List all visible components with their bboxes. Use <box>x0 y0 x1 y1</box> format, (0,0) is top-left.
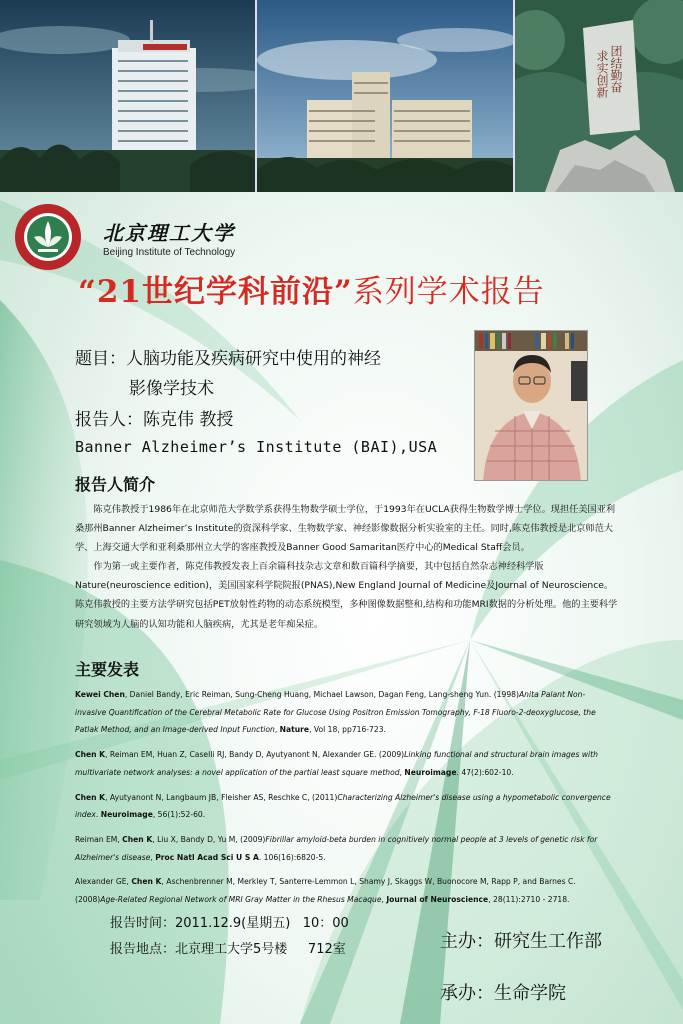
pub-lead-author: Chen K <box>131 877 162 887</box>
bio-paragraph: 陈克伟教授于1986年在北京师范大学数学系获得生物数学硕士学位，于1993年在UCLA获得生物数学博士学位。现担任美国亚利桑那州Banner Alzheimer’s Institute的资深科学家、生物数学家、神经影像数据分析实验室的主任。同时,陈克伟教授是北京师范大学、上海交通大学和亚利桑那州立大学的客座教授及Banner Good Samaritan医疗中心的Medical Staff会员。 <box>75 504 616 554</box>
lecture-series-title <box>78 266 638 311</box>
co-organizer: 承办：生命学院 <box>440 983 566 1004</box>
pub-first-author: Alexander GE, <box>75 877 132 887</box>
lecture-location: 报告地点：北京理工大学5号楼 712室 <box>110 942 346 957</box>
pub-journal: Neuroimage <box>404 767 457 777</box>
pub-first-author: Reiman EM, <box>75 834 123 844</box>
lecture-time: 报告时间：2011.12.9(星期五) 10：00 <box>110 916 349 931</box>
publication-item <box>75 746 615 781</box>
pub-authors: , Reiman EM, Huan Z, Caselli RJ, Bandy D, Ayutyanont N, Alexander GE. (2009) <box>105 750 405 760</box>
speaker-institute: Banner Alzheimer’s Institute (BAI),USA <box>75 438 438 456</box>
pub-title: Age-Related Regional Network of MRI Gray Matter in the Rhesus Macaque <box>100 895 382 905</box>
publication-item <box>75 686 615 739</box>
pub-sep: . <box>95 810 101 820</box>
pub-sep: , <box>274 725 280 735</box>
pub-volume: . 106(16):6820-5. <box>258 852 326 862</box>
pub-volume: , 28(11):2710 - 2718. <box>488 895 570 905</box>
pub-sep: , <box>381 895 387 905</box>
pub-title: Characterizing Alzheimer's disease using a hypometabolic convergence index <box>75 792 611 820</box>
publication-item <box>75 873 615 908</box>
publication-item <box>75 789 615 824</box>
pub-authors: , Aschenbrenner M, Merkley T, Santerre-Lemmon L, Shamy J, Skaggs W, Buonocore M, Rapp P, and Barnes C. (2008) <box>75 877 576 905</box>
pub-authors: , Liu X, Bandy D, Yu M, (2009) <box>152 834 266 844</box>
pub-journal: Neuroimage <box>100 810 153 820</box>
pub-volume: , 56(1):52-60. <box>152 810 206 820</box>
pub-volume: . 47(2):602-10. <box>456 767 514 777</box>
host-organizer: 主办：研究生工作部 <box>440 931 602 952</box>
publications-heading: 主要发表 <box>75 660 140 679</box>
pub-title: Linking functional and structural brain images with multivariate network analyses: a novel application of the partial least square method <box>75 750 598 777</box>
bio-paragraph: 作为第一或主要作者，陈克伟教授发表上百余篇科技杂志文章和数百篇科学摘要，其中包括自然杂志神经科学版Nature(neuroscience edition)，美国国家科学院院报(PNAS),New England Journal of Medicine及Journal of Neuroscience。陈克伟教授的主要方法学研究包括PET放射性药物的动态系统模型，多种图像数据整和,结构和功能MRI数据的分析处理。他的主要科学研究领域为人脑的认知功能和人脑疾病，尤其是老年痴呆症。 <box>75 561 618 630</box>
university-name-en: Beijing Institute of Technology <box>103 247 236 258</box>
pub-authors: , Ayutyanont N, Langbaum JB, Fleisher AS, Reschke C, (2011) <box>105 792 338 802</box>
speaker-name: 报告人：陈克伟 教授 <box>75 410 234 430</box>
pub-title: Anita Palant Non-invasive Quantification of the Cerebral Metabolic Rate for Glucose Using Positron Emission Tomography, F-18 Fluoro-2-deoxyglucose, the Patlak Method, and an Image-derived Input Function <box>75 690 596 735</box>
pub-lead-author: Chen K <box>122 834 153 844</box>
pub-sep: , <box>150 852 156 862</box>
pub-lead-author: Kewei Chen <box>75 690 125 699</box>
pub-volume: , Vol 18, pp716-723. <box>309 725 386 735</box>
bio-heading: 报告人简介 <box>75 475 156 494</box>
svg-text:团结勤奋: 团结勤奋 <box>609 45 623 93</box>
speaker-portrait <box>474 330 588 481</box>
pub-sep: , <box>399 767 405 777</box>
pub-journal: Journal of Neuroscience <box>386 895 489 905</box>
talk-topic-line1: 题目：人脑功能及疾病研究中使用的神经 <box>75 349 381 369</box>
lecture-series-title-quote: “21世纪学科前沿” <box>78 274 353 310</box>
publication-item <box>75 831 615 866</box>
publications-list <box>75 686 615 910</box>
svg-text:求实创新: 求实创新 <box>595 50 609 98</box>
pub-title: Fibrillar amyloid-beta burden in cognitively normal people at 3 levels of genetic risk for Alzheimer's disease <box>75 834 598 862</box>
university-logo <box>14 203 82 271</box>
university-name-cn: 北京理工大学 <box>103 221 235 245</box>
talk-topic-line2: 影像学技术 <box>129 379 214 399</box>
lecture-series-title-rest: 系列学术报告 <box>352 274 545 310</box>
pub-lead-author: Chen K <box>75 750 106 760</box>
pub-lead-author: Chen K <box>75 792 106 802</box>
pub-journal: Proc Natl Acad Sci U S A <box>155 852 259 862</box>
pub-journal: Nature <box>279 725 310 735</box>
bio-text <box>75 500 620 634</box>
pub-authors: , Daniel Bandy, Eric Reiman, Sung-Cheng Huang, Michael Lawson, Dagan Feng, Lang-sheng Yun. (1998) <box>124 690 519 699</box>
